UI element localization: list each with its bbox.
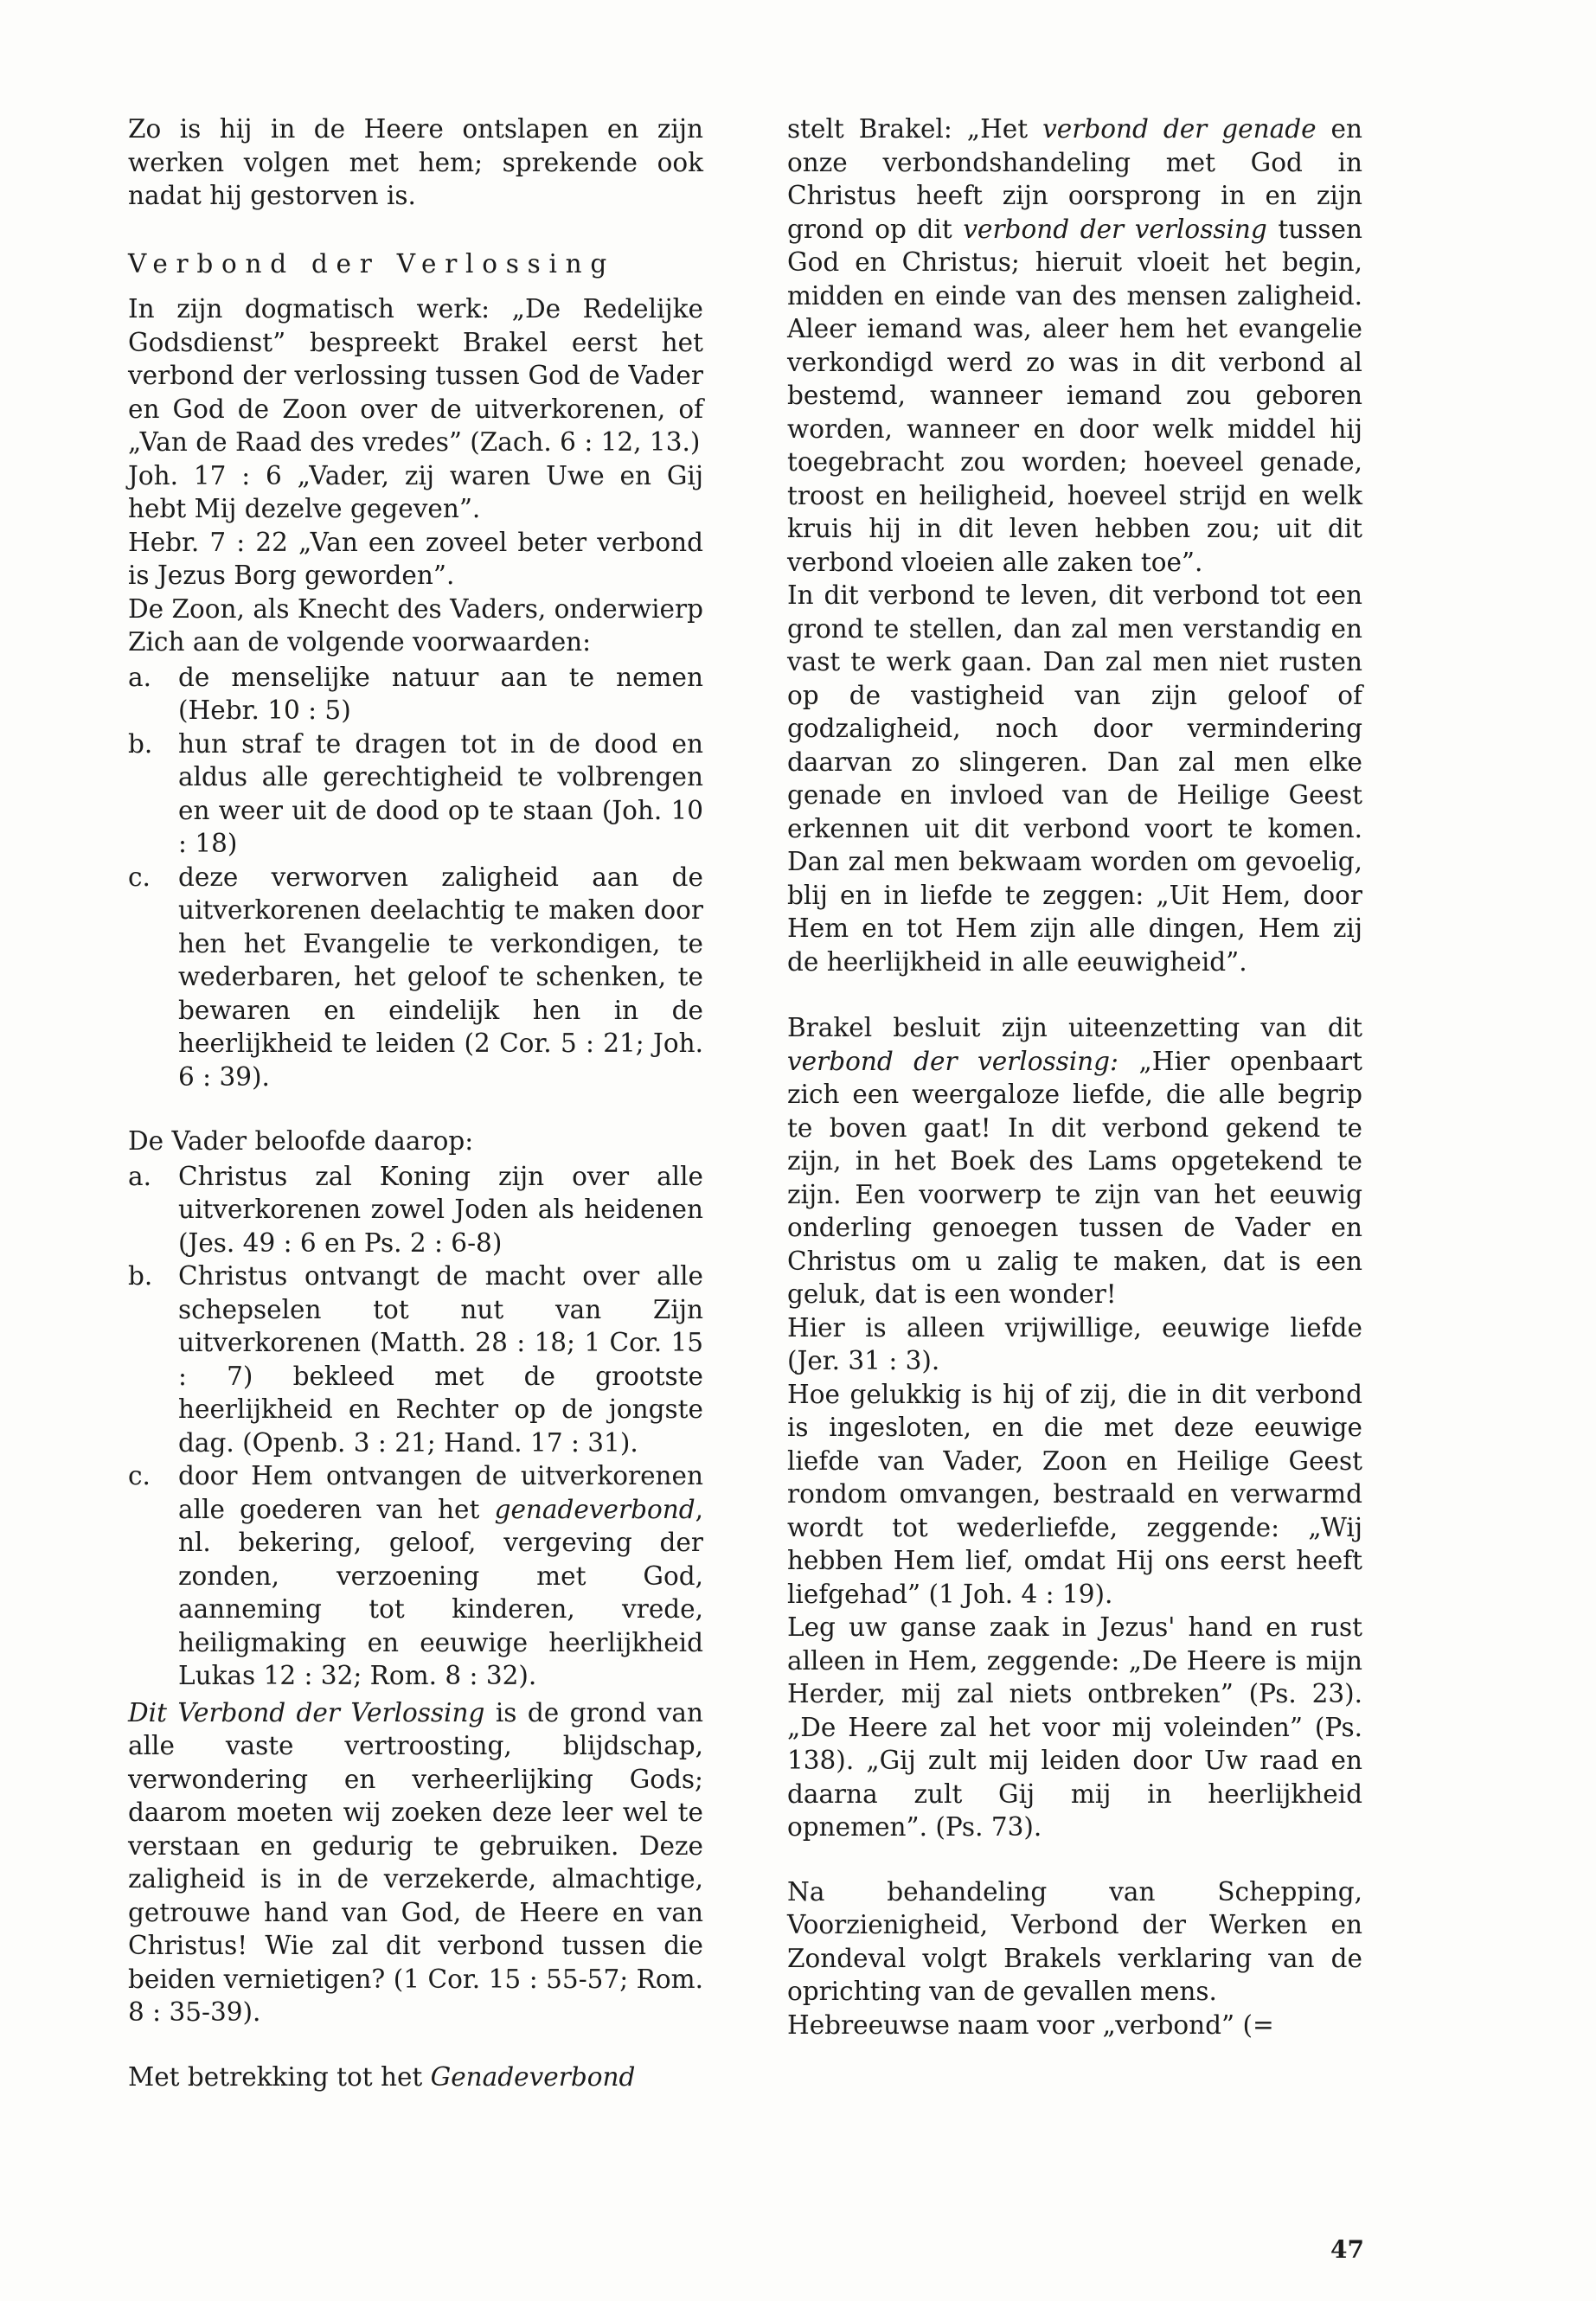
list-item-text: hun straf te dragen tot in de dood en aldus alle gerechtigheid te volbrengen en weer uit de dood op te staan (Joh. 10 : 18) — [178, 728, 703, 858]
paragraph-besluit-emphasis: verbond der verlossing: — [787, 1046, 1119, 1076]
page-number: 47 — [1330, 2235, 1364, 2264]
list-item — [128, 1160, 703, 1260]
list-item-text — [178, 1459, 703, 1693]
list-item-text: deze verworven zaligheid aan de uitverkorenen deelachtig te maken door hen het Evangelie te verkondigen, te wederbaren, het geloof te schenken, te bewaren en eindelijk hen in de heerlijkheid te leiden (2 Cor. 5 : 21; Joh. 6 : 39). — [178, 862, 703, 1092]
paragraph-stelt-emphasis: verbond der genade — [1042, 114, 1317, 144]
zoon-conditions-list — [128, 661, 703, 1094]
paragraph-stelt-text: stelt Brakel: „Het — [787, 114, 1043, 144]
list-item-emphasis: genadeverbond — [494, 1494, 695, 1524]
paragraph-met — [128, 2061, 703, 2094]
left-column — [128, 112, 703, 2093]
list-item-text-part: door Hem ontvangen de uitverkorenen alle goederen van het — [178, 1461, 703, 1524]
paragraph-besluit — [787, 1011, 1362, 1311]
list-marker: c. — [128, 862, 151, 892]
section-heading: Verbond der Verlossing — [128, 248, 615, 279]
paragraph-stelt-text: tussen God en Christus; hieruit vloeit het begin, midden en einde van des mensen zaligheid. Aleer iemand was, aleer hem het evangelie verkondigd werd zo was in dit verbond al bestemd, wanneer iemand zou geboren worden, wanneer en door welk middel hij toegebracht zou worden; hoeveel genade, troost en heiligheid, hoeveel strijd en welk kruis hij in dit leven hebben zou; uit dit verbond vloeien alle zaken toe”. — [787, 214, 1363, 577]
paragraph-stelt — [787, 112, 1362, 579]
paragraph-dogmatic — [128, 292, 703, 459]
paragraph-hebreeuws: Hebreeuwse naam voor „verbond” (= — [787, 2009, 1274, 2040]
paragraph-zoon: De Zoon, als Knecht des Vaders, onderwierp Zich aan de volgende voorwaarden: — [128, 593, 703, 657]
paragraph-grond-emphasis: Dit Verbond der Verlossing — [128, 1697, 485, 1727]
paragraph-gelukkig: Hoe gelukkig is hij of zij, die in dit verbond is ingesloten, en die met deze eeuwige liefde van Vader, Zoon en Heilige Geest rondom omvangen, bestraald en verwarmd wordt tot wederliefde, zeggende: „Wij hebben Hem lief, omdat Hij ons eerst heeft liefgehad” (1 Joh. 4 : 19). — [787, 1379, 1362, 1609]
paragraph-dogmatic-text: In zijn dogmatisch werk: „De Redelijke Godsdienst” bespreekt Brakel eerst het verbond der verlossing tussen God de Vader en God de Zoon over de uitverkorenen, of „Van de Raad des vredes” (Zach. 6 : 12, 13.) — [128, 294, 703, 457]
paragraph-met-text: Met betrekking tot het — [128, 2061, 431, 2092]
right-column — [787, 112, 1362, 2041]
list-item — [128, 661, 703, 727]
vader-promises-list — [128, 1160, 703, 1693]
paragraph-leg: Leg uw ganse zaak in Jezus' hand en rust alleen in Hem, zeggende: „De Heere is mijn Herder, mij zal niets ontbreken” (Ps. 23). „De Heere zal het voor mij voleinden” (Ps. 138). „Gij zult mij leiden door Uw raad en daarna zult Gij mij in heerlijkheid opnemen”. (Ps. 73). — [787, 1612, 1362, 1842]
paragraph-leven: In dit verbond te leven, dit verbond tot een grond te stellen, dan zal men verstandig en vast te werk gaan. Dan zal men niet rusten op de vastigheid van zijn geloof of godzaligheid, noch door vermindering daarvan zo slingeren. Dan zal men elke genade en invloed van de Heilige Geest erkennen uit dit verbond voort te komen. Dan zal men bekwaam worden om gevoelig, blij en in liefde te zeggen: „Uit Hem, door Hem en tot Hem zijn alle dingen, Hem zij de heerlijkheid in alle eeuwigheid”. — [787, 580, 1362, 977]
paragraph-hebr: Hebr. 7 : 22 „Van een zoveel beter verbond is Jezus Borg geworden”. — [128, 527, 703, 590]
paragraph-met-emphasis: Genadeverbond — [430, 2061, 636, 2092]
list-marker: b. — [128, 728, 153, 759]
list-marker: a. — [128, 662, 151, 692]
paragraph-vader: De Vader beloofde daarop: — [128, 1126, 474, 1156]
list-item — [128, 1459, 703, 1693]
paragraph-joh: Joh. 17 : 6 „Vader, zij waren Uwe en Gij hebt Mij dezelve gegeven”. — [128, 460, 703, 523]
list-item-text: Christus ontvangt de macht over alle schepselen tot nut van Zijn uitverkorenen (Matth. 28 : 18; 1 Cor. 15 : 7) bekleed met de grootste heerlijkheid en Rechter op de jongste dag. (Openb. 3 : 21; Hand. 17 : 31). — [178, 1261, 703, 1458]
paragraph-grond — [128, 1696, 703, 2029]
paragraph-intro: Zo is hij in de Heere ontslapen en zijn werken volgen met hem; sprekende ook nadat hij gestorven is. — [128, 114, 703, 210]
paragraph-alleen: Hier is alleen vrijwillige, eeuwige liefde (Jer. 31 : 3). — [787, 1312, 1362, 1375]
paragraph-stelt-text: en onze verbondshandeling met God in Christus heeft zijn oorsprong in en zijn grond op dit — [787, 114, 1362, 244]
list-item — [128, 727, 703, 861]
paragraph-besluit-text: Brakel besluit zijn uiteenzetting van dit — [787, 1013, 1362, 1042]
list-marker: b. — [128, 1261, 153, 1291]
list-item — [128, 1259, 703, 1459]
paragraph-grond-text: is de grond van alle vaste vertroosting, blijdschap, verwondering en verheerlijking Gods; daarom moeten wij zoeken deze leer wel te verstaan en gedurig te gebruiken. Deze zaligheid is in de verzekerde, almachtige, getrouwe hand van God, de Heere en van Christus! Wie zal dit verbond tussen die beiden vernietigen? (1 Cor. 15 : 55-57; Rom. 8 : 35-39). — [128, 1697, 704, 2027]
paragraph-besluit-text: „Hier openbaart zich een weergaloze liefde, die alle begrip te boven gaat! In dit verbond gekend te zijn, in het Boek des Lams opgetekend te zijn. Een voorwerp te zijn van het eeuwig onderling genoegen tussen de Vader en Christus om u zalig te maken, dat is een geluk, dat is een wonder! — [787, 1046, 1362, 1309]
paragraph-stelt-emphasis: verbond der verlossing — [963, 214, 1267, 244]
paragraph-na: Na behandeling van Schepping, Voorzienigheid, Verbond der Werken en Zondeval volgt Brakels verklaring van de oprichting van de gevallen mens. — [787, 1876, 1362, 2006]
list-item-text: Christus zal Koning zijn over alle uitverkorenen zowel Joden als heidenen (Jes. 49 : 6 en Ps. 2 : 6-8) — [178, 1161, 703, 1258]
list-marker: c. — [128, 1461, 151, 1490]
list-item-text-part: , nl. bekering, geloof, vergeving der zonden, verzoening met God, aanneming tot kinderen, vrede, heiligmaking en eeuwige heerlijkheid Lukas 12 : 32; Rom. 8 : 32). — [178, 1494, 703, 1690]
list-item — [128, 861, 703, 1094]
list-marker: a. — [128, 1161, 151, 1191]
list-item-text: de menselijke natuur aan te nemen (Hebr. 10 : 5) — [178, 662, 703, 725]
